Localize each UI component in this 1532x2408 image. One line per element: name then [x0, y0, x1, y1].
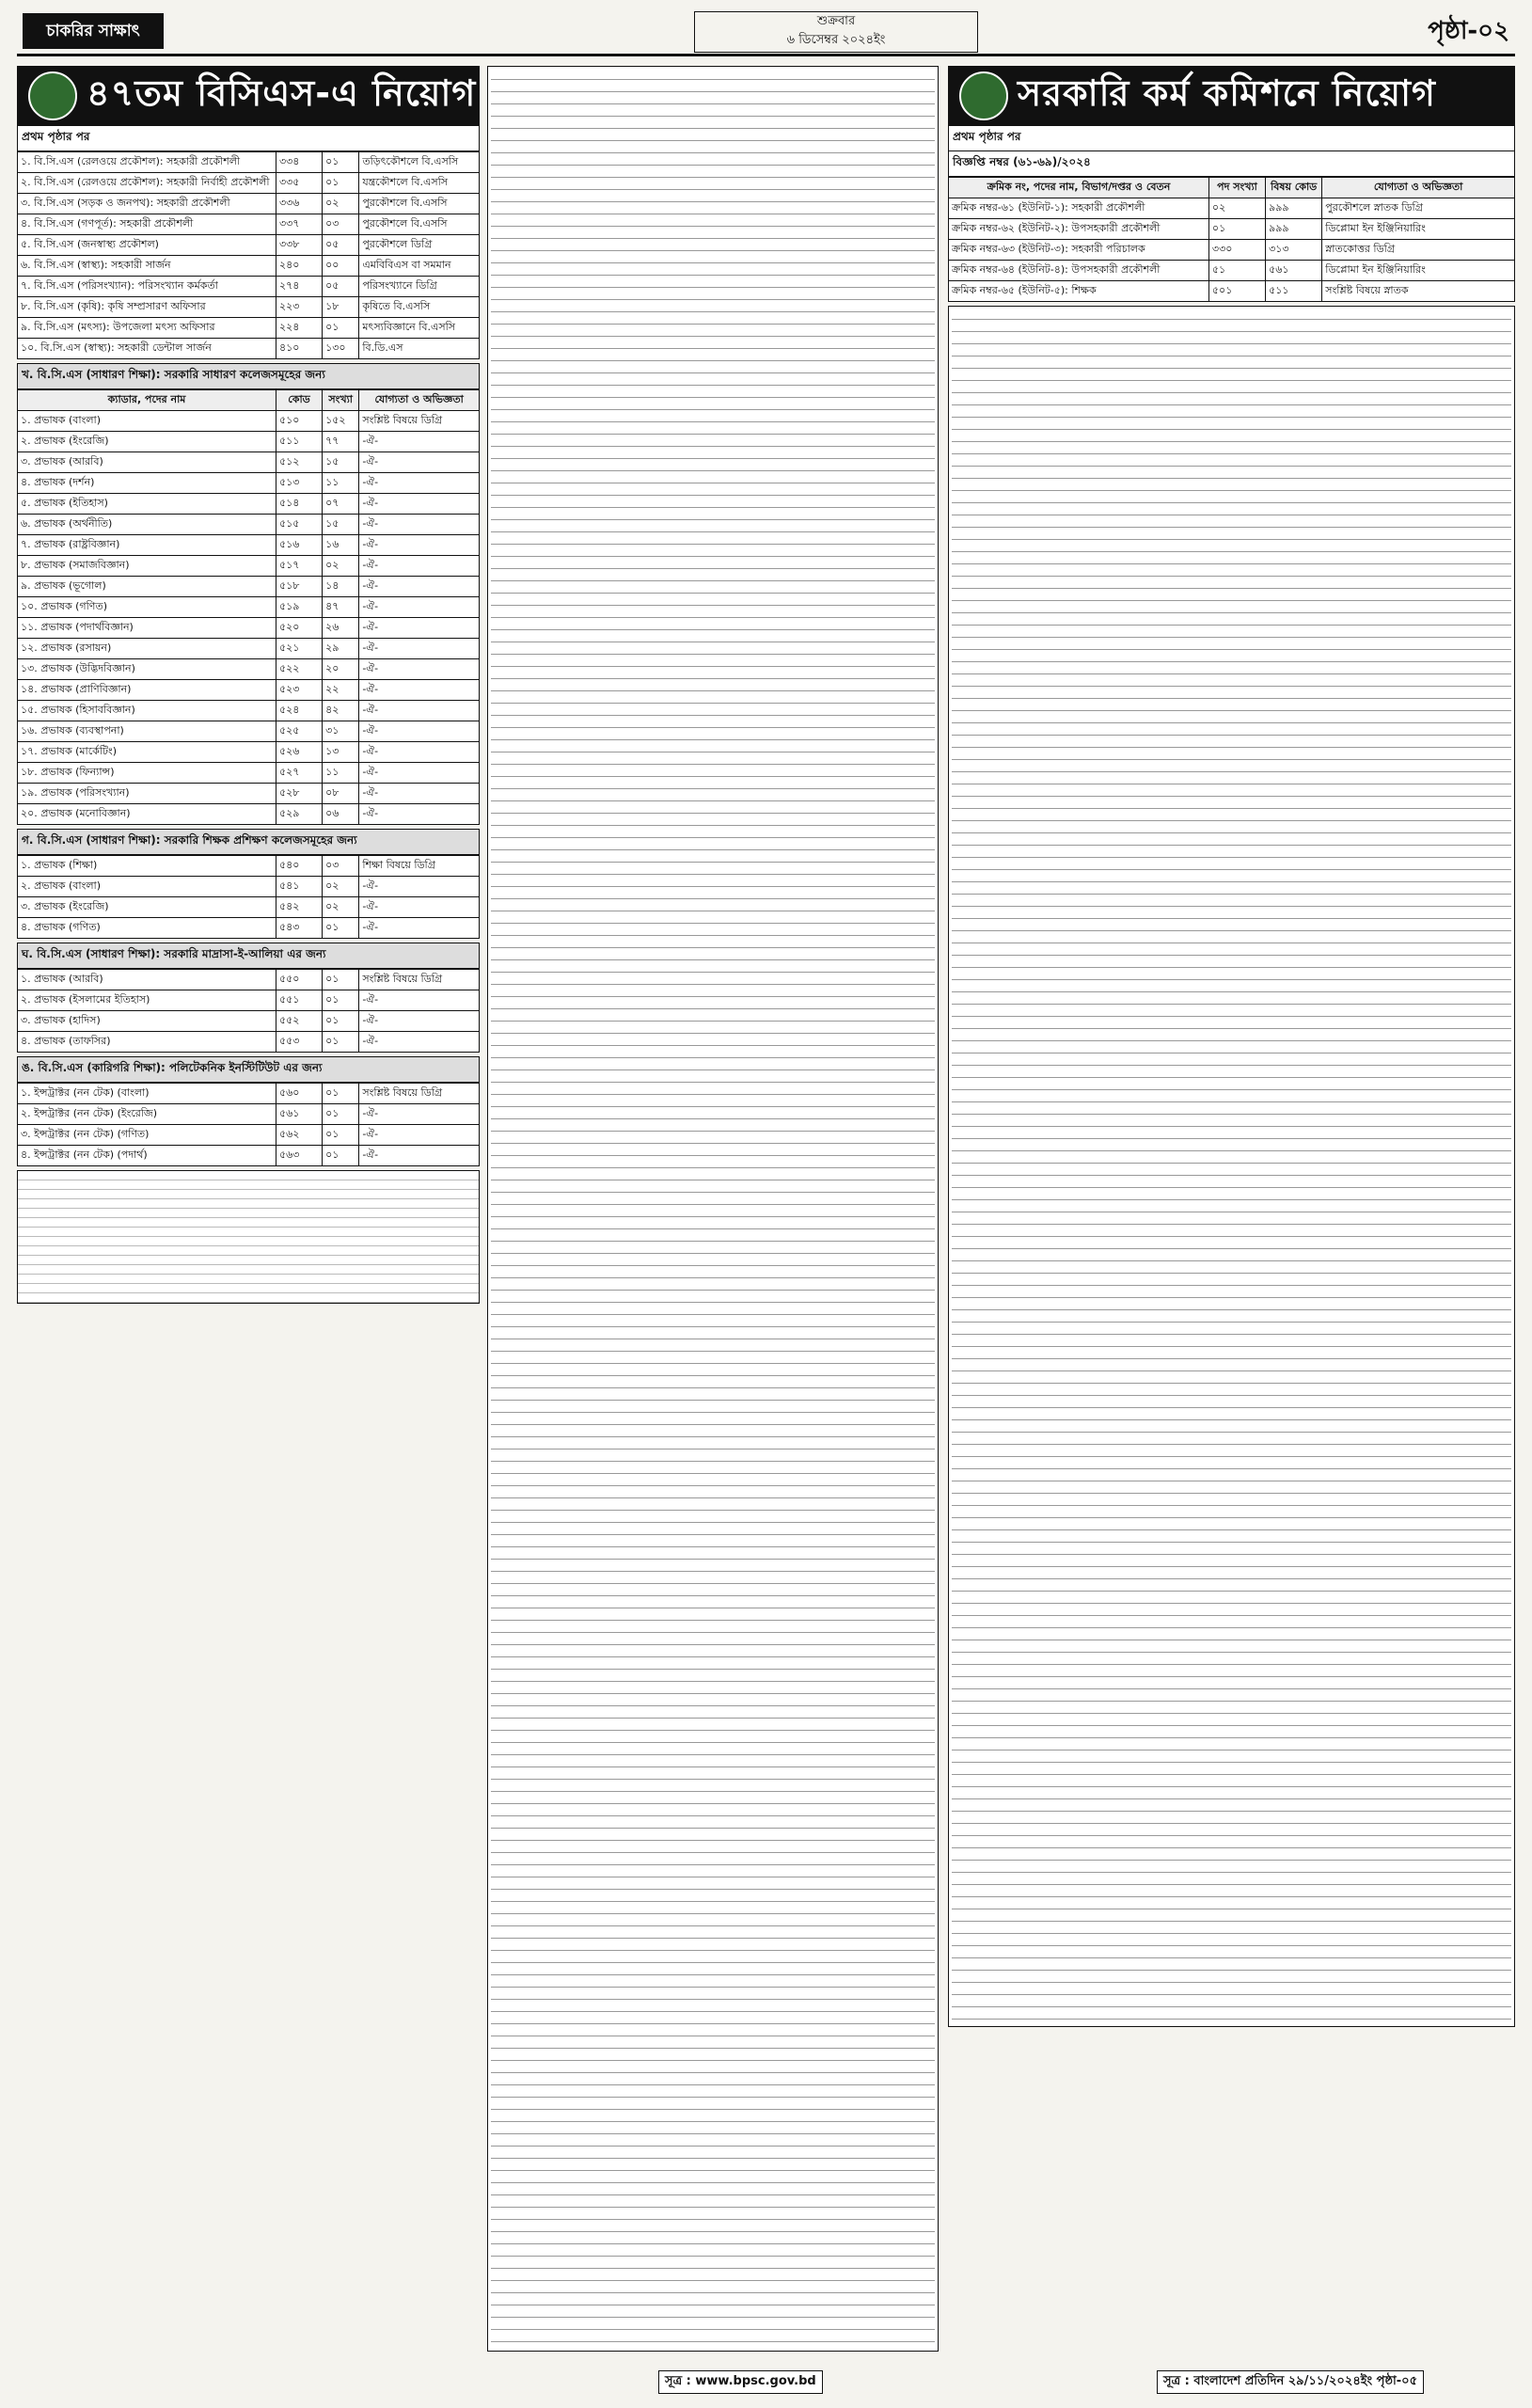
table-cell: পরিসংখ্যানে ডিগ্রি [359, 277, 480, 297]
column-header: সংখ্যা [323, 390, 359, 411]
column-header: যোগ্যতা ও অভিজ্ঞতা [359, 390, 480, 411]
table-row [18, 494, 480, 515]
table-row [18, 897, 480, 918]
table-row [18, 473, 480, 494]
table-cell: ৪. প্রভাষক (তাফসির) [18, 1032, 276, 1053]
table-cell: ১৩. প্রভাষক (উদ্ভিদবিজ্ঞান) [18, 659, 276, 680]
table-cell: ১৭. প্রভাষক (মার্কেটিং) [18, 742, 276, 763]
table-row [18, 152, 480, 173]
table-cell: -ঐ- [359, 763, 480, 784]
table-cell: ০১ [323, 970, 359, 990]
table-cell: ১৪. প্রভাষক (প্রাণিবিজ্ঞান) [18, 680, 276, 701]
table-cell: ৫৫৩ [276, 1032, 322, 1053]
table-cell: ৩. প্রভাষক (ইংরেজি) [18, 897, 276, 918]
table-cell: ২৬ [323, 618, 359, 639]
table-cell: ৬. প্রভাষক (অর্থনীতি) [18, 515, 276, 535]
table-row [18, 721, 480, 742]
table-cell: ০১ [323, 1011, 359, 1032]
table-cell: ক্রমিক নম্বর-৬৫ (ইউনিট-৫): শিক্ষক [949, 281, 1209, 302]
table-cell: ০৮ [323, 784, 359, 804]
table-cell: ৯. বি.সি.এস (মৎস্য): উপজেলা মৎস্য অফিসার [18, 318, 276, 339]
table-cell: ক্রমিক নম্বর-৬২ (ইউনিট-২): উপসহকারী প্রকৌশলী [949, 219, 1209, 240]
table-cell: ৯৯৯ [1266, 198, 1322, 219]
table-cell: মৎস্যবিজ্ঞানে বি.এসসি [359, 318, 480, 339]
table-cell: ০৩ [323, 856, 359, 877]
table-row [18, 1011, 480, 1032]
table-cell: -ঐ- [359, 556, 480, 577]
table-cell: ১৬. প্রভাষক (ব্যবস্থাপনা) [18, 721, 276, 742]
table-cell: -ঐ- [359, 659, 480, 680]
table-cell: ১. প্রভাষক (বাংলা) [18, 411, 276, 432]
table-cell: -ঐ- [359, 1125, 480, 1146]
table-cell: ৫৫১ [276, 990, 322, 1011]
table-cell: ১৫ [323, 515, 359, 535]
table-cell: ০১ [323, 1104, 359, 1125]
table-cell: ০১ [323, 1125, 359, 1146]
table-cell: -ঐ- [359, 515, 480, 535]
table-cell: ৫১৫ [276, 515, 322, 535]
table-row [18, 1104, 480, 1125]
table-cell: ০১ [1208, 219, 1265, 240]
table-cell: -ঐ- [359, 639, 480, 659]
table-row [18, 577, 480, 597]
table-row [18, 256, 480, 277]
page-number: পৃষ্ঠা-০২ [1428, 17, 1509, 45]
table-cell: ৪. ইন্সট্রাক্টর (নন টেক) (পদার্থ) [18, 1146, 276, 1166]
column-header: ক্যাডার, পদের নাম [18, 390, 276, 411]
table-cell: ১০. প্রভাষক (গণিত) [18, 597, 276, 618]
table-cell: ৯. প্রভাষক (ভূগোল) [18, 577, 276, 597]
table-cell: ৫০১ [1208, 281, 1265, 302]
table-cell: ৫১১ [1266, 281, 1322, 302]
table-cell: ৫৬১ [1266, 261, 1322, 281]
section-c-heading: গ. বি.সি.এস (সাধারণ শিক্ষা): সরকারি শিক্ষক প্রশিক্ষণ কলেজসমূহের জন্য [17, 829, 480, 855]
table-cell: -ঐ- [359, 680, 480, 701]
table-cell: ২২৪ [276, 318, 322, 339]
table-cell: ৫১৬ [276, 535, 322, 556]
table-cell: ৫৬১ [276, 1104, 322, 1125]
table-cell: ১২. প্রভাষক (রসায়ন) [18, 639, 276, 659]
date-label: ৬ ডিসেম্বর ২০২৪ইং [786, 33, 886, 47]
table-cell: ৫২১ [276, 639, 322, 659]
table-cell: -ঐ- [359, 918, 480, 939]
table-cell: ০০ [323, 256, 359, 277]
table-cell: ৪. প্রভাষক (দর্শন) [18, 473, 276, 494]
table-cell: সংশ্লিষ্ট বিষয়ে ডিগ্রি [359, 411, 480, 432]
table-cell: ০১ [323, 152, 359, 173]
table-cell: ৪৭ [323, 597, 359, 618]
table-cell: ০২ [323, 556, 359, 577]
table-cell: ৪১০ [276, 339, 322, 359]
table-cell: ০১ [323, 173, 359, 194]
table-cell: ৫২৯ [276, 804, 322, 825]
table-row [18, 339, 480, 359]
left-column [17, 66, 480, 1304]
table-cell: -ঐ- [359, 577, 480, 597]
table-cell: ১১ [323, 763, 359, 784]
table-cell: ০৫ [323, 235, 359, 256]
table-cell: ৫২৭ [276, 763, 322, 784]
table-row [18, 856, 480, 877]
table-cell: ক্রমিক নম্বর-৬১ (ইউনিট-১): সহকারী প্রকৌশলী [949, 198, 1209, 219]
table-cell: ০১ [323, 318, 359, 339]
table-cell: -ঐ- [359, 784, 480, 804]
table-cell: ৬. বি.সি.এস (স্বাস্থ্য): সহকারী সার্জন [18, 256, 276, 277]
table-cell: ১৩ [323, 742, 359, 763]
masthead [17, 8, 1515, 56]
table-cell: ১৮. প্রভাষক (ফিন্যান্স) [18, 763, 276, 784]
table-cell: পুরকৌশলে বি.এসসি [359, 194, 480, 214]
table-row [18, 235, 480, 256]
table-cell: ৫২৪ [276, 701, 322, 721]
table-row [18, 804, 480, 825]
table-cell: ৫১২ [276, 452, 322, 473]
table-cell: ৫২৮ [276, 784, 322, 804]
table-cell: ০৬ [323, 804, 359, 825]
table-cell: ১৫. প্রভাষক (হিসাববিজ্ঞান) [18, 701, 276, 721]
table-cell: ৫২০ [276, 618, 322, 639]
table-cell: ৫২২ [276, 659, 322, 680]
table-cell: ৩১ [323, 721, 359, 742]
table-cell: ৫৬২ [276, 1125, 322, 1146]
table-cell: ০২ [323, 877, 359, 897]
section-b-heading: খ. বি.সি.এস (সাধারণ শিক্ষা): সরকারি সাধারণ কলেজসমূহের জন্য [17, 363, 480, 389]
table-cell: ০৩ [323, 214, 359, 235]
table-row [18, 556, 480, 577]
table-cell: -ঐ- [359, 1011, 480, 1032]
right-column [948, 66, 1515, 2027]
table-cell: ৫৪২ [276, 897, 322, 918]
table-cell: ১০. বি.সি.এস (স্বাস্থ্য): সহকারী ডেন্টাল সার্জন [18, 339, 276, 359]
table-cell: ৫৪০ [276, 856, 322, 877]
table-cell: স্নাতকোত্তর ডিগ্রি [1322, 240, 1515, 261]
table-cell: পুরকৌশলে স্নাতক ডিগ্রি [1322, 198, 1515, 219]
bcs-table-2 [17, 389, 480, 825]
bcs-table-5 [17, 1083, 480, 1166]
table-cell: -ঐ- [359, 990, 480, 1011]
table-cell: ১৫ [323, 452, 359, 473]
table-row [18, 1125, 480, 1146]
table-cell: ৫. প্রভাষক (ইতিহাস) [18, 494, 276, 515]
table-row [949, 240, 1515, 261]
table-cell: ডিপ্লোমা ইন ইঞ্জিনিয়ারিং [1322, 261, 1515, 281]
table-cell: ৩৩০ [1208, 240, 1265, 261]
table-cell: ৫১৯ [276, 597, 322, 618]
table-cell: ৩. প্রভাষক (হাদিস) [18, 1011, 276, 1032]
table-cell: ৯৯৯ [1266, 219, 1322, 240]
table-cell: ৩. বি.সি.এস (সড়ক ও জনপথ): সহকারী প্রকৌশলী [18, 194, 276, 214]
table-cell: ২০ [323, 659, 359, 680]
table-cell: ০১ [323, 918, 359, 939]
table-cell: ২২৩ [276, 297, 322, 318]
table-cell: ৫১৩ [276, 473, 322, 494]
table-cell: ২৯ [323, 639, 359, 659]
table-row [18, 515, 480, 535]
table-row [18, 214, 480, 235]
psc-banner [948, 66, 1515, 126]
middle-source: সূত্র : www.bpsc.gov.bd [658, 2370, 823, 2394]
table-cell: ৫১০ [276, 411, 322, 432]
table-cell: -ঐ- [359, 535, 480, 556]
table-cell: -ঐ- [359, 721, 480, 742]
table-row [18, 411, 480, 432]
table-row [18, 618, 480, 639]
table-cell: ২৭৪ [276, 277, 322, 297]
table-cell: -ঐ- [359, 897, 480, 918]
table-cell: ৫৫২ [276, 1011, 322, 1032]
column-header: পদ সংখ্যা [1208, 178, 1265, 198]
table-row [18, 763, 480, 784]
table-row [18, 535, 480, 556]
table-row [18, 318, 480, 339]
table-cell: -ঐ- [359, 1032, 480, 1053]
table-cell: পুরকৌশলে ডিগ্রি [359, 235, 480, 256]
table-row [18, 194, 480, 214]
table-row [18, 1084, 480, 1104]
table-cell: ১. ইন্সট্রাক্টর (নন টেক) (বাংলা) [18, 1084, 276, 1104]
table-row [18, 680, 480, 701]
table-cell: -ঐ- [359, 742, 480, 763]
table-cell: ৩১৩ [1266, 240, 1322, 261]
table-cell: এমবিবিএস বা সমমান [359, 256, 480, 277]
table-cell: -ঐ- [359, 877, 480, 897]
table-cell: ১৪ [323, 577, 359, 597]
table-cell: ১৯. প্রভাষক (পরিসংখ্যান) [18, 784, 276, 804]
table-row [18, 877, 480, 897]
table-cell: ২. প্রভাষক (ইংরেজি) [18, 432, 276, 452]
table-cell: ২২ [323, 680, 359, 701]
table-cell: ৫৪৩ [276, 918, 322, 939]
table-row [949, 281, 1515, 302]
table-cell: তড়িৎকৌশলে বি.এসসি [359, 152, 480, 173]
table-cell: -ঐ- [359, 804, 480, 825]
day-label: শুক্রবার [816, 14, 856, 28]
table-cell: ৫৫০ [276, 970, 322, 990]
table-cell: ৫২৩ [276, 680, 322, 701]
table-cell: ১৩০ [323, 339, 359, 359]
table-cell: ৩৩৫ [276, 173, 322, 194]
table-row [18, 639, 480, 659]
right-source: সূত্র : বাংলাদেশ প্রতিদিন ২৯/১১/২০২৪ইং পৃষ্ঠা-০৫ [1157, 2370, 1424, 2394]
column-header: ক্রমিক নং, পদের নাম, বিভাগ/দপ্তর ও বেতন [949, 178, 1209, 198]
table-cell: ক্রমিক নম্বর-৬৪ (ইউনিট-৪): উপসহকারী প্রকৌশলী [949, 261, 1209, 281]
section-d-heading: ঘ. বি.সি.এস (সাধারণ শিক্ষা): সরকারি মাদ্রাসা-ই-আলিয়া এর জন্য [17, 943, 480, 969]
table-cell: ৭. বি.সি.এস (পরিসংখ্যান): পরিসংখ্যান কর্মকর্তা [18, 277, 276, 297]
column-header: বিষয় কোড [1266, 178, 1322, 198]
table-cell: ৫১ [1208, 261, 1265, 281]
continued-label: প্রথম পৃষ্ঠার পর [17, 126, 480, 151]
table-cell: ০১ [323, 1146, 359, 1166]
table-row [18, 432, 480, 452]
psc-table [948, 177, 1515, 302]
table-cell: ৫৬৩ [276, 1146, 322, 1166]
table-row [18, 173, 480, 194]
table-cell: ৮. প্রভাষক (সমাজবিজ্ঞান) [18, 556, 276, 577]
gov-seal-icon [28, 71, 77, 120]
psc-instructions-text [948, 306, 1515, 2027]
table-cell: ৩. প্রভাষক (আরবি) [18, 452, 276, 473]
column-header: কোড [276, 390, 322, 411]
table-cell: ৩৩৮ [276, 235, 322, 256]
ad-number: বিজ্ঞপ্তি নম্বর (৬১-৬৯)/২০২৪ [948, 151, 1515, 177]
table-cell: ০১ [323, 1032, 359, 1053]
table-row [18, 297, 480, 318]
table-cell: ৮. বি.সি.এস (কৃষি): কৃষি সম্প্রসারণ অফিসার [18, 297, 276, 318]
table-cell: -ঐ- [359, 452, 480, 473]
table-cell: ক্রমিক নম্বর-৬৩ (ইউনিট-৩): সহকারী পরিচালক [949, 240, 1209, 261]
table-cell: -ঐ- [359, 1146, 480, 1166]
table-row [18, 277, 480, 297]
date-box [694, 11, 978, 53]
table-cell: ৭৭ [323, 432, 359, 452]
table-row [18, 1032, 480, 1053]
table-row [18, 970, 480, 990]
section-e-heading: ঙ. বি.সি.এস (কারিগরি শিক্ষা): পলিটেকনিক ইনস্টিটিউট এর জন্য [17, 1056, 480, 1083]
table-cell: বি.ডি.এস [359, 339, 480, 359]
table-cell: ৫৪১ [276, 877, 322, 897]
middle-column [487, 66, 939, 2352]
table-cell: -ঐ- [359, 432, 480, 452]
table-cell: ০৭ [323, 494, 359, 515]
table-cell: ১. প্রভাষক (শিক্ষা) [18, 856, 276, 877]
table-row [18, 597, 480, 618]
table-cell: ৩৩৭ [276, 214, 322, 235]
table-cell: কৃষিতে বি.এসসি [359, 297, 480, 318]
bcs-title: ৪৭তম বিসিএস-এ নিয়োগ [87, 72, 477, 114]
psc-title: সরকারি কর্ম কমিশনে নিয়োগ [1018, 72, 1436, 114]
table-cell: ৫১৪ [276, 494, 322, 515]
table-cell: -ঐ- [359, 1104, 480, 1125]
right-continued-label: প্রথম পৃষ্ঠার পর [948, 126, 1515, 151]
table-cell: ১. প্রভাষক (আরবি) [18, 970, 276, 990]
table-cell: ০১ [323, 990, 359, 1011]
table-cell: ৫. বি.সি.এস (জনস্বাস্থ্য প্রকৌশল) [18, 235, 276, 256]
table-row [18, 990, 480, 1011]
table-cell: ১১. প্রভাষক (পদার্থবিজ্ঞান) [18, 618, 276, 639]
table-cell: ১৮ [323, 297, 359, 318]
table-cell: ২. বি.সি.এস (রেলওয়ে প্রকৌশল): সহকারী নির্বাহী প্রকৌশলী [18, 173, 276, 194]
table-cell: -ঐ- [359, 597, 480, 618]
table-cell: ৩৩৬ [276, 194, 322, 214]
table-row [18, 701, 480, 721]
psc-seal-icon [959, 71, 1008, 120]
table-cell: ১৫২ [323, 411, 359, 432]
table-row [18, 784, 480, 804]
application-instructions-text [487, 66, 939, 2352]
table-cell: ৫৬০ [276, 1084, 322, 1104]
table-cell: ০২ [323, 897, 359, 918]
table-cell: -ঐ- [359, 701, 480, 721]
table-cell: ০১ [323, 1084, 359, 1104]
table-cell: সংশ্লিষ্ট বিষয়ে ডিগ্রি [359, 970, 480, 990]
table-cell: ০২ [1208, 198, 1265, 219]
bcs-table-1 [17, 151, 480, 359]
table-cell: ১৬ [323, 535, 359, 556]
table-row [18, 918, 480, 939]
table-cell: ২. ইন্সট্রাক্টর (নন টেক) (ইংরেজি) [18, 1104, 276, 1125]
table-cell: ডিপ্লোমা ইন ইঞ্জিনিয়ারিং [1322, 219, 1515, 240]
column-header: যোগ্যতা ও অভিজ্ঞতা [1322, 178, 1515, 198]
table-cell: শিক্ষা বিষয়ে ডিগ্রি [359, 856, 480, 877]
table-cell: সংশ্লিষ্ট বিষয়ে স্নাতক [1322, 281, 1515, 302]
table-cell: ৪. প্রভাষক (গণিত) [18, 918, 276, 939]
table-cell: ৭. প্রভাষক (রাষ্ট্রবিজ্ঞান) [18, 535, 276, 556]
table-cell: ০২ [323, 194, 359, 214]
bcs-table-4 [17, 969, 480, 1053]
table-cell: -ঐ- [359, 618, 480, 639]
table-cell: ৪. বি.সি.এস (গণপূর্ত): সহকারী প্রকৌশলী [18, 214, 276, 235]
table-row [18, 452, 480, 473]
table-cell: পুরকৌশলে বি.এসসি [359, 214, 480, 235]
table-row [949, 219, 1515, 240]
table-cell: ২০. প্রভাষক (মনোবিজ্ঞান) [18, 804, 276, 825]
table-row [18, 742, 480, 763]
table-cell: ৪২ [323, 701, 359, 721]
table-cell: ৫২৬ [276, 742, 322, 763]
table-cell: ২৪০ [276, 256, 322, 277]
table-cell: ৫১৭ [276, 556, 322, 577]
table-row [949, 261, 1515, 281]
table-cell: -ঐ- [359, 473, 480, 494]
table-cell: ৫১৮ [276, 577, 322, 597]
table-cell: সংশ্লিষ্ট বিষয়ে ডিগ্রি [359, 1084, 480, 1104]
bcs-table-3 [17, 855, 480, 939]
table-row [18, 659, 480, 680]
table-cell: -ঐ- [359, 494, 480, 515]
left-footer-text-block [17, 1170, 480, 1304]
table-cell: যন্ত্রকৌশলে বি.এসসি [359, 173, 480, 194]
table-row [18, 1146, 480, 1166]
table-cell: ১১ [323, 473, 359, 494]
table-row [949, 198, 1515, 219]
table-cell: ০৫ [323, 277, 359, 297]
table-cell: ৩৩৪ [276, 152, 322, 173]
table-cell: ২. প্রভাষক (ইসলামের ইতিহাস) [18, 990, 276, 1011]
table-cell: ১. বি.সি.এস (রেলওয়ে প্রকৌশল): সহকারী প্রকৌশলী [18, 152, 276, 173]
table-cell: ৫২৫ [276, 721, 322, 742]
bcs-banner [17, 66, 480, 126]
newspaper-logo: চাকরির সাক্ষাৎ [23, 13, 164, 49]
table-cell: ৫১১ [276, 432, 322, 452]
table-cell: ২. প্রভাষক (বাংলা) [18, 877, 276, 897]
table-cell: ৩. ইন্সট্রাক্টর (নন টেক) (গণিত) [18, 1125, 276, 1146]
